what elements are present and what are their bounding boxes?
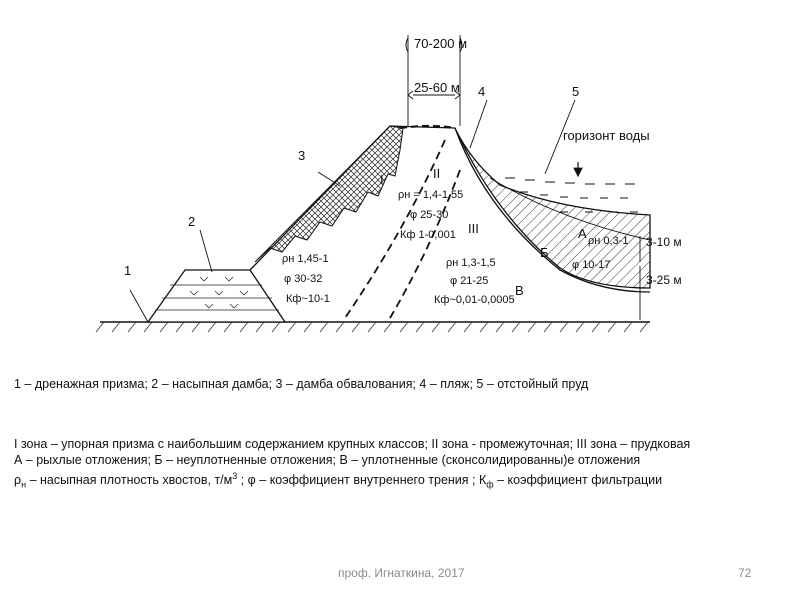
pond-rho: ρн 0,3-1 — [588, 235, 629, 247]
rho-subscript: н — [21, 479, 27, 490]
marker-4: 4 — [478, 84, 486, 99]
zones-caption — [14, 436, 690, 493]
zone3-phi: φ 21-25 — [450, 275, 489, 287]
page-number: 72 — [738, 566, 752, 580]
zone1-kf: Кф~10-1 — [286, 293, 330, 305]
zone-3-label: III — [468, 221, 479, 236]
kf-description: – коэффициент фильтрации — [493, 473, 663, 488]
zone3-kf: Кф~0,01-0,0005 — [434, 294, 515, 306]
zone1-phi: φ 30-32 — [284, 273, 323, 285]
subzone-b-label: Б — [540, 245, 549, 260]
embankment-ridges — [255, 126, 403, 262]
depth-upper-label: 3-10 м — [646, 235, 682, 249]
marker-1: 1 — [124, 263, 132, 278]
subzone-a-label: А — [578, 226, 587, 241]
rho-description: – насыпная плотность хвостов, т/м — [26, 473, 233, 488]
ground — [96, 322, 650, 332]
zone-2-label: II — [433, 166, 441, 181]
kf-subscript: ф — [486, 479, 494, 490]
symbols-line — [14, 468, 690, 493]
marker-3: 3 — [298, 148, 306, 163]
dim-crest-label: 25-60 м — [414, 80, 460, 95]
zone2-rho: ρн = 1,4-1,55 — [398, 189, 464, 201]
zones-line: I зона – упорная призма с наибольшим содержанием крупных классов; II зона - промежуточная; III зона – прудковая — [14, 437, 691, 451]
depth-lower-label: 3-25 м — [646, 273, 682, 287]
marker-2: 2 — [188, 214, 196, 229]
zone-1-label: I — [380, 172, 384, 187]
beach-deposits — [455, 128, 650, 320]
dim-total-label: 70-200 м — [414, 36, 468, 51]
legend-caption: 1 – дренажная призма; 2 – насыпная дамба; 3 – дамба обвалования; 4 – пляж; 5 – отстойный пруд — [14, 377, 589, 391]
zone1-rho: ρн 1,45-1 — [282, 253, 329, 265]
cube-superscript: 3 — [232, 471, 238, 481]
phi-description: ; φ – коэффициент внутреннего трения ; К — [237, 473, 487, 488]
zone3-rho: ρн 1,3-1,5 — [446, 257, 496, 269]
embankment-dam — [148, 270, 285, 322]
deposits-line: А – рыхлые отложения; Б – неуплотненные отложения; В – уплотненные (сконсолидированны)е отложения — [14, 453, 641, 467]
pond-phi: φ 10-17 — [572, 259, 611, 271]
zone2-phi: φ 25-30 — [410, 209, 449, 221]
water-horizon-label: горизонт воды — [563, 128, 650, 143]
marker-5: 5 — [572, 84, 580, 99]
footer-author: проф. Игнаткина, 2017 — [338, 566, 465, 580]
rho-symbol: ρ — [14, 473, 22, 488]
subzone-c-label: В — [515, 283, 524, 298]
zone2-kf: Кф 1-0,001 — [400, 229, 456, 241]
